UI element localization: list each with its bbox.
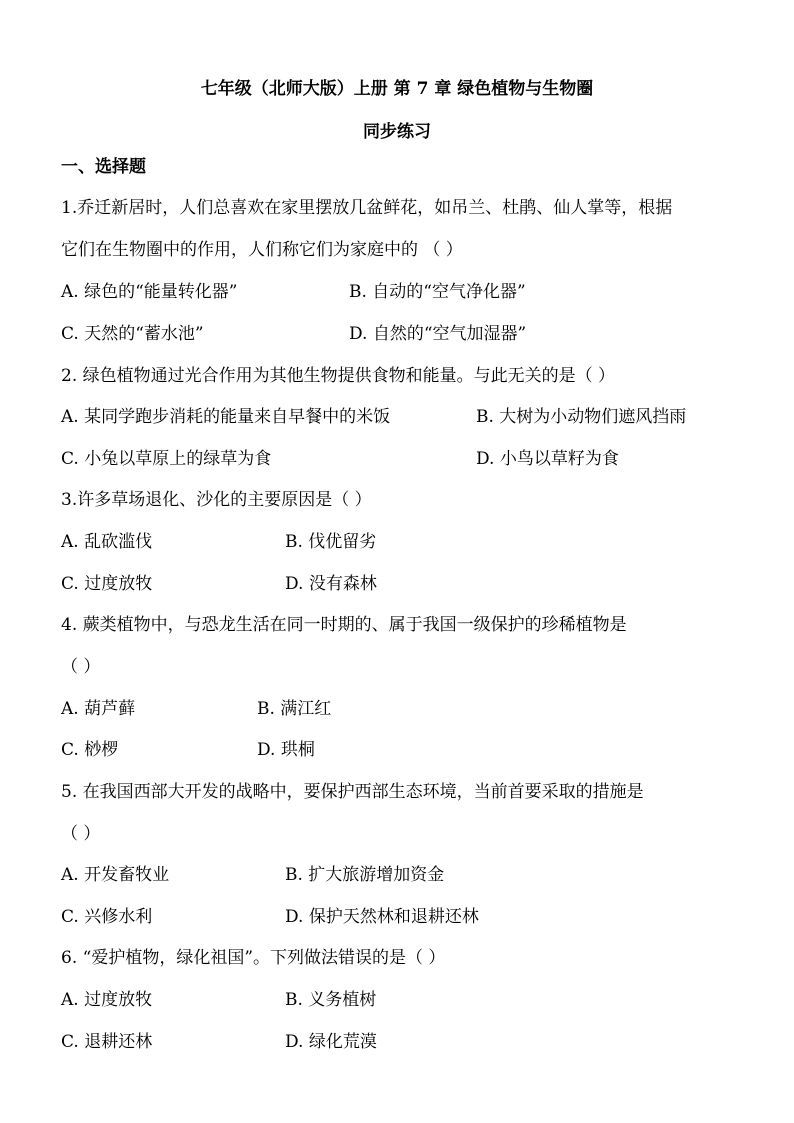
section-heading: 一、选择题 (61, 157, 146, 177)
option-d: D. 没有森林 (285, 574, 377, 594)
option-c: C. 兴修水利 (61, 907, 153, 927)
option-b: B. 伐优留劣 (285, 532, 377, 552)
option-d: D. 小鸟以草籽为食 (476, 449, 619, 469)
option-b: B. 自动的“空气净化器” (349, 282, 526, 302)
question-text: 5. 在我国西部大开发的战略中，要保护西部生态环境，当前首要采取的措施是 (61, 782, 644, 802)
option-b: B. 扩大旅游增加资金 (285, 865, 445, 885)
question-text: 4. 蕨类植物中，与恐龙生活在同一时期的、属于我国一级保护的珍稀植物是 (61, 615, 627, 635)
question-text: （ ） (61, 824, 101, 844)
option-d: D. 绿化荒漠 (285, 1032, 377, 1052)
question-text: 2. 绿色植物通过光合作用为其他生物提供食物和能量。与此无关的是（ ） (61, 366, 616, 386)
document-subtitle: 同步练习 (363, 122, 431, 142)
option-a: A. 葫芦藓 (61, 699, 136, 719)
option-a: A. 开发畜牧业 (61, 865, 170, 885)
option-a: A. 乱砍滥伐 (61, 532, 153, 552)
option-a: A. 过度放牧 (61, 990, 153, 1010)
option-b: B. 满江红 (257, 699, 332, 719)
option-d: D. 保护天然林和退耕还林 (285, 907, 479, 927)
document-title: 七年级（北师大版）上册 第 7 章 绿色植物与生物圈 (200, 79, 594, 99)
question-text: 6. “爱护植物，绿化祖国”。下列做法错误的是（ ） (61, 948, 446, 968)
question-text: 1.乔迁新居时，人们总喜欢在家里摆放几盆鲜花，如吊兰、杜鹃、仙人掌等，根据 (61, 198, 673, 218)
option-d: D. 自然的“空气加湿器” (349, 324, 527, 344)
option-c: C. 退耕还林 (61, 1032, 153, 1052)
question-text: 它们在生物圈中的作用，人们称它们为家庭中的 （ ） (61, 240, 463, 260)
option-d: D. 珙桐 (257, 740, 315, 760)
option-b: B. 义务植树 (285, 990, 377, 1010)
option-c: C. 天然的“蓄水池” (61, 324, 204, 344)
option-b: B. 大树为小动物们遮风挡雨 (476, 407, 687, 427)
option-a: A. 某同学跑步消耗的能量来自早餐中的米饭 (61, 407, 391, 427)
option-c: C. 桫椤 (61, 740, 119, 760)
question-text: 3.许多草场退化、沙化的主要原因是（ ） (61, 490, 372, 510)
option-c: C. 小兔以草原上的绿草为食 (61, 449, 272, 469)
question-text: （ ） (61, 657, 101, 677)
option-c: C. 过度放牧 (61, 574, 153, 594)
option-a: A. 绿色的“能量转化器” (61, 282, 238, 302)
